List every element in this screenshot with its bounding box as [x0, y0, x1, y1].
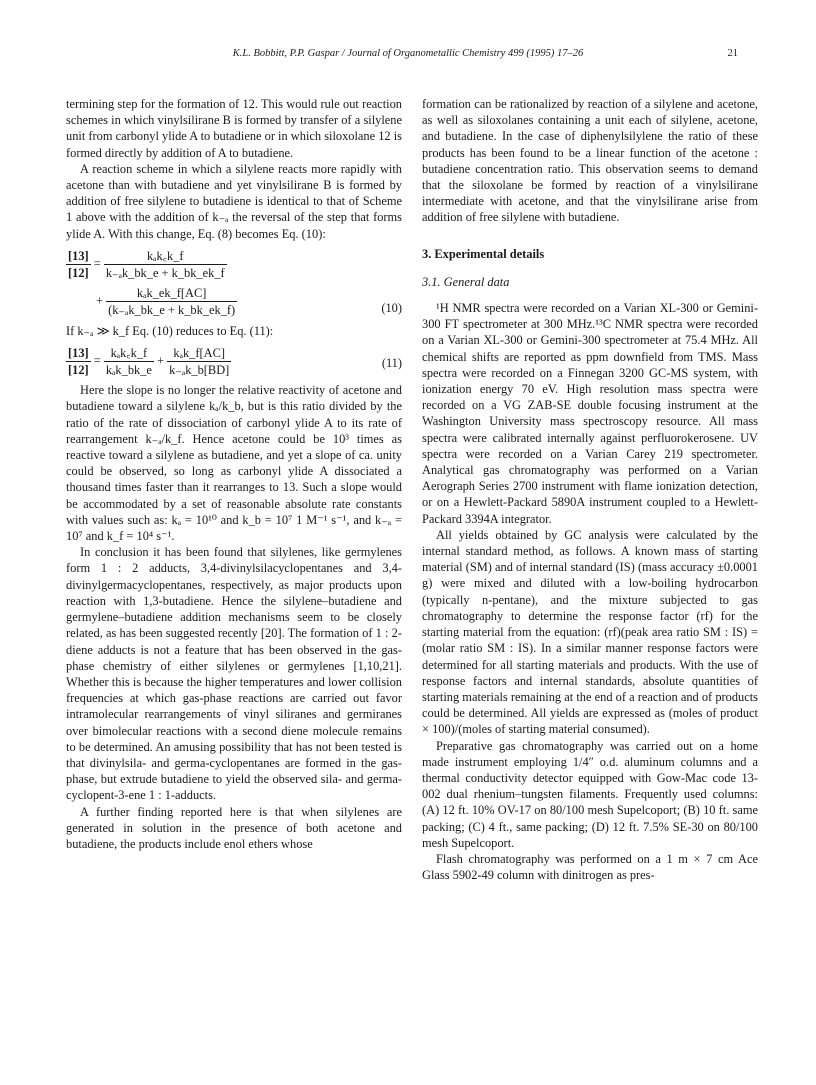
left-column: [66, 96, 402, 852]
running-header: [0, 48, 816, 66]
eq-fraction: [104, 345, 154, 378]
paragraph: ¹H NMR spectra were recorded on a Varian XL-300 or Gemini-300 FT spectrometer at 300 MHz.¹³C NMR spectra were recorded on a Varian XL-300 or Gemini-300 spectrometer at 75.4 MHz. All chemical shifts are reported as ppm downfield from TMS. Mass spectra were recorded on a Finnegan 3200 GC-MS system, with ionization energy 70 eV. High resolution mass spectra were recorded on a VG ZAB-SE double focusing instrument at the Washington University mass spectroscopy resource. All mass spectra were calibrated internally against perfluorokerosene. UV spectra were recorded on a Varian Carey 219 spectrometer. Analytical gas chromatography was performed on a Varian Aerograph Series 2700 instrument with flame ionization detection, or on a Hewlett-Packard 5890A instrument coupled to a Hewlett-Packard 3394A integrator.: [422, 301, 758, 526]
paragraph: If k₋ₐ ≫ k_f Eq. (10) reduces to Eq. (11):: [66, 323, 274, 338]
eq-numerator: [13]: [68, 248, 89, 263]
eq-fraction: [167, 345, 231, 378]
paragraph: Preparative gas chromatography was carried out on a home made instrument employing 1/4″ o.d. aluminum columns and a thermal conductivity detector equipped with Gow-Mac code 13-002 dual rhenium–tungsten filaments. Frequently used columns: (A) 12 ft. 10% OV-17 on 80/100 mesh Supelcoport; (B) 10 ft. same packing; (C) 4 ft., same packing; (D) 12 ft. 7.5% SE-30 on 80/100 mesh Supelcoport.: [422, 738, 758, 850]
paragraph: formation can be rationalized by reaction of a silylene and acetone, as well as siloxolanes containing a unit each of silylene, acetone, and butadiene. In the case of diphenylsilylene the ratio of these products has been found to be a linear function of the acetone : butadiene concentration ratio. This observation seems to demand that the siloxolane be formed by reaction of a vinylsilirane intermediate with acetone, and that the vinylsilirane arise from addition of free silylene with butadiene.: [422, 97, 758, 225]
section-heading: 3. Experimental details: [422, 246, 545, 261]
paragraph: In conclusion it has been found that silylenes, like germylenes form 1 : 2 adducts, 3,4-divinylsilacyclopentanes and 3,4-divinylgermacyclopentanes, respectively, as major products upon reaction with 1,3-butadiene. Hence the silylene–butadiene and germylene–butadiene addition mechanisms seem to be closely related, as has been suggested recently [20]. The formation of 1 : 2-diene adducts is not a feature that has been observed in the gas-phase chemistry of either silylenes or germylenes [1,10,21]. Whether this is because the higher temperatures and lower collision frequencies at which gas-phase reactions are carried out favor intramolecular rearrangements of vinyl siliranes and germiranes over bimolecular reactions with a second diene molecule remains to be determined. An amusing possibility that has not been tested is that divinylsila- and germa-cyclopentanes are formed in the gas-phase, but extrude butadiene to yield the observed sila- and germa-cyclopent-3-ene 1 : 1-adducts.: [66, 545, 402, 803]
eq-denominator: k₋ₐk_bk_e + k_bk_ek_f: [105, 266, 225, 281]
eq-denominator: (k₋ₐk_bk_e + k_bk_ek_f): [108, 303, 236, 318]
page-number: 21: [727, 48, 738, 59]
eq-numerator: kₐk꜀k_f: [146, 248, 184, 263]
eq-denominator: [12]: [68, 266, 89, 281]
eq-fraction: [104, 248, 227, 281]
paragraph: Flash chromatography was performed on a 1 m × 7 cm Ace Glass 5902-49 column with dinitrogen as pres-: [422, 851, 758, 883]
paragraph: All yields obtained by GC analysis were calculated by the internal standard method, as follows. A known mass of starting material (SM) and of internal standard (IS) (mass accuracy ±0.0001 g) were mixed and diluted with a low-boiling hydrocarbon (typically n-pentane), and the mixture subjected to gas chromatography to determine the response factor (rf) for the starting material from the equation: (rf)(peak area ratio SM : IS) = (molar ratio SM : IS). In a similar manner response factors were determined for all starting materials and products. With the use of response factors and internal standards, absolute quantities of starting materials remaining at the end of a reaction and of products could be determined. All yields are expressed as (moles of product × 100)/(moles of starting material consumed).: [422, 527, 758, 737]
equation-10: $\frac{[13]}{[12]}$ = $\frac{\text{kₐk꜀k\_f}}{\text{k₋ₐk\_bk\_e + k\_bk\_ek\_f}}$ + $\frac{\text{kₐk\_ek\_f[AC]}}{\text{(k₋ₐk\_bk\_e + k\_bk\_ek\_f)}}$ (10): [68, 248, 402, 318]
paragraph: A reaction scheme in which a silylene reacts more rapidly with acetone than with butadiene and yet vinylsilirane B is formed by addition of free silylene to butadiene is identical to that of Scheme 1 above with the addition of k₋ₐ the reversal of the step that forms ylide A. With this change, Eq. (8) becomes Eq. (10):: [66, 161, 402, 241]
right-column: [422, 96, 758, 883]
eq-numerator: kₐk꜀k_f: [110, 345, 148, 360]
eq-fraction: [66, 345, 91, 378]
eq-denominator: kₐk_bk_e: [105, 363, 152, 378]
running-head: K.L. Bobbitt, P.P. Gaspar / Journal of Organometallic Chemistry 499 (1995) 17–26: [232, 48, 584, 59]
eq-numerator: kₐk_ek_f[AC]: [136, 286, 207, 301]
eq-denominator: [12]: [68, 363, 89, 378]
eq-fraction: [106, 285, 237, 318]
eq-fraction: [66, 248, 91, 281]
eq-denominator: k₋ₐk_b[BD]: [169, 363, 230, 378]
equation-11: $\frac{[13]}{[12]}$ = $\frac{\text{kₐk꜀k\_f}}{\text{kₐk\_bk\_e}}$ + $\frac{\text{kₐk\_f[AC]}}{\text{k₋ₐk\_b[BD]}}$ (11): [68, 345, 402, 378]
eq-numerator: [13]: [68, 345, 89, 360]
equation-number: (11): [381, 355, 402, 370]
paragraph: Here the slope is no longer the relative reactivity of acetone and butadiene toward a silylene kₐ/k_b, but is this ratio divided by the ratio of the rate of dissociation of carbonyl ylide A to its rate of rearrangement k₋ₐ/k_f. Hence acetone could be 10³ times as reactive toward a silylene as butadiene, and yet a slope of ca. unity could be observed, so long as carbonyl ylide A dissociated a thousand times faster than it rearranges to 13. Such a slope would be accommodated by a set of reasonable absolute rate constants with values such as: kₐ = 10¹⁰ and k_b = 10⁷ 1 M⁻¹ s⁻¹, and k₋ₐ = 10⁷ and k_f = 10⁴ s⁻¹.: [66, 383, 402, 544]
equation-number: (10): [381, 300, 402, 315]
eq-numerator: kₐk_f[AC]: [173, 345, 225, 360]
paragraph: termining step for the formation of 12. This would rule out reaction schemes in which vinylsilirane B is formed by transfer of a silylene unit from carbonyl ylide A to butadiene or in which siloxolane 12 is formed directly by addition of A to butadiene.: [66, 97, 402, 160]
subsection-heading: 3.1. General data: [422, 274, 510, 289]
paragraph: A further finding reported here is that when silylenes are generated in solution in the presence of both acetone and butadiene, the products include enol ethers whose: [66, 804, 402, 851]
